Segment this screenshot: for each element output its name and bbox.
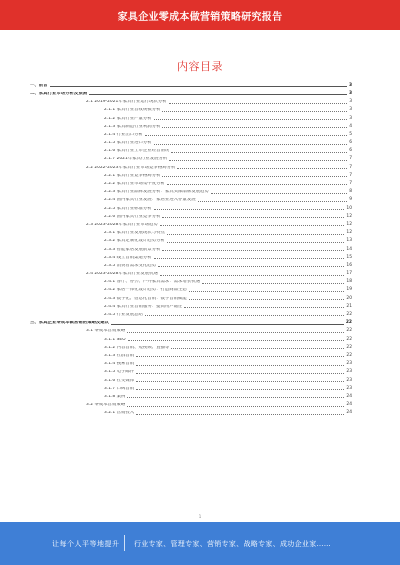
- toc-entry-title: 2.2.2 家具行业市场集中度分析: [104, 182, 165, 187]
- toc-leader-dots: [189, 299, 345, 300]
- toc-leader-dots: [127, 332, 344, 333]
- toc-entry-title: 3.1.6 社交媒体: [104, 378, 135, 383]
- toc-entry-page: 15: [346, 254, 352, 260]
- toc-leader-dots: [171, 152, 347, 153]
- toc-entry-page: 5: [349, 131, 352, 137]
- report-header-bar: [0, 0, 400, 30]
- toc-entry-page: 17: [346, 271, 352, 277]
- toc-entry-title: 2.1.2 家具行业产量分析: [104, 116, 152, 121]
- toc-entry-page: 8: [349, 189, 352, 195]
- toc-leader-dots: [145, 135, 347, 136]
- toc-entry-page: 3: [349, 107, 352, 113]
- toc-entry-page: 7: [349, 172, 352, 178]
- toc-entry-page: 20: [346, 295, 352, 301]
- toc-leader-dots: [128, 340, 345, 341]
- toc-entry-page: 3: [348, 90, 352, 96]
- toc-entry-title: 3.2.1 营销投入: [104, 411, 135, 416]
- toc-entry[interactable]: [30, 236, 352, 244]
- toc-entry-title: 2.2.4 国内家具行业发展：家居业进入存量发展: [104, 198, 196, 203]
- toc-entry-title: 2.3.1 家具行业发展现状与特点: [104, 231, 165, 236]
- toc-entry[interactable]: [30, 367, 352, 375]
- toc-entry-title: 3.2 零成本营销策略: [86, 403, 126, 408]
- toc-entry-title: 2.4.1 客厅、办公、户外家具需求：需求增长机遇: [104, 280, 200, 285]
- toc-entry[interactable]: [30, 146, 352, 154]
- toc-entry-page: 24: [346, 410, 352, 416]
- toc-entry[interactable]: [30, 375, 352, 383]
- toc-entry[interactable]: [30, 293, 352, 301]
- toc-leader-dots: [127, 406, 344, 407]
- toc-leader-dots: [111, 324, 344, 325]
- toc-leader-dots: [189, 291, 345, 292]
- toc-entry-page: 24: [346, 402, 352, 408]
- toc-entry-page: 7: [349, 156, 352, 162]
- toc-leader-dots: [162, 127, 347, 128]
- toc-entry[interactable]: [30, 277, 352, 285]
- toc-entry-title: 2.1.6 家具行业上市企业经营情况: [104, 149, 170, 154]
- toc-entry[interactable]: [30, 129, 352, 137]
- toc-entry-page: 22: [346, 336, 352, 342]
- toc-entry[interactable]: [30, 211, 352, 219]
- toc-entry-title: 2.2.6 国内家具行业竞争分析: [104, 214, 161, 219]
- toc-leader-dots: [89, 94, 347, 95]
- toc-entry[interactable]: [30, 301, 352, 309]
- toc-entry-page: 22: [346, 312, 352, 318]
- toc-entry[interactable]: [30, 154, 352, 162]
- toc-leader-dots: [145, 315, 344, 316]
- toc-entry-page: 19: [346, 287, 352, 293]
- toc-entry-page: 7: [349, 181, 352, 187]
- toc-entry[interactable]: [30, 121, 352, 129]
- toc-leader-dots: [127, 397, 344, 398]
- toc-entry-page: 12: [346, 213, 352, 219]
- toc-entry[interactable]: [30, 105, 352, 113]
- toc-entry[interactable]: [30, 399, 352, 407]
- toc-entry-title: 3.1 零成本营销策略: [86, 329, 126, 334]
- toc-leader-dots: [154, 119, 348, 120]
- toc-entry-page: 7: [349, 164, 352, 170]
- toc-entry-page: 22: [346, 352, 352, 358]
- toc-entry-page: 12: [346, 221, 352, 227]
- toc-entry-title: 2.2.5 家具行业标准分析: [104, 206, 152, 211]
- toc-leader-dots: [160, 225, 345, 226]
- toc-entry-title: 2.3.3 智能家居发展前景分析: [104, 247, 161, 252]
- toc-entry[interactable]: [30, 383, 352, 391]
- toc-entry-page: 10: [346, 205, 352, 211]
- toc-leader-dots: [154, 258, 345, 259]
- toc-entry[interactable]: [30, 162, 352, 170]
- toc-leader-dots: [136, 365, 344, 366]
- footer-experts-line: 行业专家、管理专家、营销专家、战略专家、成功企业家……: [134, 540, 332, 548]
- toc-entry[interactable]: [30, 137, 352, 145]
- toc-leader-dots: [171, 348, 344, 349]
- toc-entry-page: 3: [349, 115, 352, 121]
- footer-divider: [124, 535, 125, 551]
- toc-entry-title: 2.1.1 家具行业营收规模分析: [104, 108, 161, 113]
- toc-entry-page: 22: [346, 328, 352, 334]
- toc-entry-page: 12: [346, 230, 352, 236]
- toc-entry[interactable]: [30, 408, 352, 416]
- toc-entry-title: 2.3.5 消费者需求变化趋势: [104, 263, 157, 268]
- toc-entry-title: 2.1.4 行业出口分析: [104, 132, 143, 137]
- toc-entry-title: 3.1.8 案例: [104, 394, 126, 399]
- toc-leader-dots: [136, 389, 344, 390]
- footer-slogan: 让每个人平等地提升: [52, 540, 120, 548]
- toc-entry-title: 2.2 2022-2023年家具行业市场竞争格局分析: [86, 165, 176, 170]
- toc-entry[interactable]: [30, 88, 352, 96]
- toc-entry-page: 18: [346, 279, 352, 285]
- toc-entry-title: 2.3.4 线上营销渠道分析: [104, 255, 152, 260]
- toc-entry[interactable]: [30, 391, 352, 399]
- toc-entry-title: 三、家具企业零成本做营销的策略及建议: [30, 321, 110, 326]
- toc-entry-title: 3.1.3 社群营销: [104, 353, 135, 358]
- toc-entry[interactable]: [30, 309, 352, 317]
- toc-entry[interactable]: [30, 326, 352, 334]
- toc-entry[interactable]: [30, 244, 352, 252]
- toc-entry-page: 16: [346, 262, 352, 268]
- toc-leader-dots: [169, 160, 347, 161]
- toc-leader-dots: [162, 217, 344, 218]
- toc-entry[interactable]: [30, 268, 352, 276]
- toc-entry-title: 2.4.5 行业发展总结: [104, 313, 143, 318]
- toc-entry-title: 3.1.4 搜索营销: [104, 362, 135, 367]
- toc-entry-page: 23: [346, 369, 352, 375]
- toc-entry-title: 2.2.3 家具行业品牌发展分析：家具头部品牌发展趋势: [104, 190, 209, 195]
- toc-leader-dots: [136, 373, 344, 374]
- toc-entry[interactable]: [30, 227, 352, 235]
- toc-entry-page: 24: [346, 393, 352, 399]
- toc-leader-dots: [202, 283, 344, 284]
- toc-entry-title: 3.1.5 电子邮件: [104, 370, 135, 375]
- report-title: 家具企业零成本做营销策略研究报告: [117, 12, 283, 23]
- toc-entry-title: 2.1.7 2021年家具行业发展分析: [104, 157, 168, 162]
- toc-leader-dots: [162, 111, 347, 112]
- toc-heading: 内容目录: [177, 60, 223, 73]
- toc-entry[interactable]: [30, 203, 352, 211]
- toc-entry-page: 14: [346, 246, 352, 252]
- toc-leader-dots: [169, 103, 348, 104]
- toc-entry-page: 21: [346, 303, 352, 309]
- toc-entry-page: 22: [346, 344, 352, 350]
- toc-entry-title: 2.1 2019-2021年家具行业运行现状分析: [86, 100, 167, 105]
- toc-entry[interactable]: [30, 113, 352, 121]
- toc-leader-dots: [154, 144, 348, 145]
- toc-entry-title: 二、家具行业市场分析及预测: [30, 91, 88, 96]
- toc-entry[interactable]: [30, 195, 352, 203]
- toc-leader-dots: [162, 250, 344, 251]
- toc-entry[interactable]: [30, 178, 352, 186]
- toc-entry[interactable]: [30, 80, 352, 88]
- toc-entry-page: 6: [349, 148, 352, 154]
- toc-leader-dots: [136, 414, 344, 415]
- toc-leader-dots: [50, 86, 347, 87]
- toc-entry[interactable]: [30, 219, 352, 227]
- footer-banner: [0, 522, 400, 565]
- toc-entry-title: 2.4.2 家居一体化设计趋势：打造商品生态: [104, 288, 187, 293]
- toc-leader-dots: [167, 234, 345, 235]
- toc-leader-dots: [198, 201, 348, 202]
- toc-entry[interactable]: [30, 358, 352, 366]
- toc-entry-page: 6: [349, 140, 352, 146]
- toc-entry-page: 4: [349, 123, 352, 129]
- toc-leader-dots: [184, 307, 344, 308]
- toc-entry-title: 2.1.5 家具行业进口分析: [104, 141, 152, 146]
- toc-entry-page: 22: [345, 320, 352, 326]
- toc-leader-dots: [167, 242, 345, 243]
- toc-entry[interactable]: [30, 285, 352, 293]
- toc-entry[interactable]: [30, 334, 352, 342]
- toc-entry[interactable]: [30, 350, 352, 358]
- toc-entry-title: 2.4.3 数字化、信息化营销：数字营销赋能: [104, 296, 187, 301]
- toc-entry-page: 3: [349, 99, 352, 105]
- toc-entry-title: 3.1.7 口碑营销: [104, 386, 135, 391]
- toc-leader-dots: [211, 193, 347, 194]
- toc-leader-dots: [177, 168, 347, 169]
- toc-leader-dots: [158, 266, 344, 267]
- toc-entry-title: 2.3 2023-2028年家具行业市场趋势: [86, 222, 158, 227]
- toc-entry-title: 2.4.4 家具行业营销服务：提高用户黏性: [104, 304, 183, 309]
- toc-leader-dots: [162, 176, 347, 177]
- toc-entry[interactable]: [30, 170, 352, 178]
- toc-entry[interactable]: [30, 317, 352, 325]
- toc-entry[interactable]: [30, 96, 352, 104]
- toc-entry-page: 23: [346, 377, 352, 383]
- toc-entry-page: 9: [349, 197, 352, 203]
- toc-leader-dots: [154, 209, 345, 210]
- toc-leader-dots: [160, 275, 345, 276]
- toc-entry-title: 3.1.2 内容营销、短视频、直播等: [104, 345, 170, 350]
- toc-entry-title: 2.2.1 家具行业竞争格局分析: [104, 173, 161, 178]
- toc-entry-title: 3.1.1 SEO: [104, 337, 126, 342]
- page-number: 1: [198, 514, 202, 519]
- toc-entry-page: 23: [346, 361, 352, 367]
- table-of-contents: [30, 80, 352, 416]
- toc-entry[interactable]: [30, 186, 352, 194]
- toc-leader-dots: [136, 381, 344, 382]
- toc-entry-page: 13: [346, 238, 352, 244]
- toc-entry[interactable]: [30, 260, 352, 268]
- toc-leader-dots: [136, 356, 344, 357]
- toc-entry-page: 3: [348, 82, 352, 88]
- toc-entry-page: 23: [346, 385, 352, 391]
- toc-leader-dots: [167, 184, 347, 185]
- toc-entry-title: 2.1.3 家具制造行业利润分析: [104, 124, 161, 129]
- toc-entry[interactable]: [30, 252, 352, 260]
- toc-entry[interactable]: [30, 342, 352, 350]
- toc-entry-title: 2.4 2023-2028年家具行业发展机遇: [86, 272, 158, 277]
- toc-entry-title: 2.3.2 家具定制化设计趋势分析: [104, 239, 165, 244]
- toc-entry-title: 一、前言: [30, 83, 48, 88]
